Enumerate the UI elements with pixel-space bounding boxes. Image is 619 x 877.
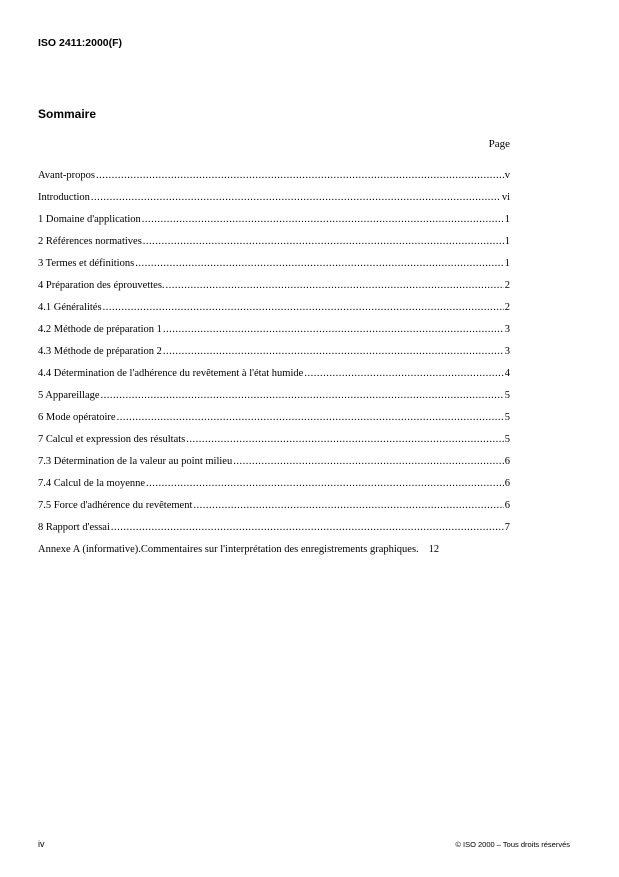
toc-entry[interactable] xyxy=(38,478,510,500)
toc-entry-label: 4.1 Généralités xyxy=(38,302,102,313)
toc-dot-leader xyxy=(103,302,504,313)
toc-entry-label: 7.5 Force d'adhérence du revêtement xyxy=(38,500,193,511)
toc-entry-label: 7.3 Détermination de la valeur au point milieu xyxy=(38,456,233,467)
toc-entry-page: 2 xyxy=(504,280,510,291)
toc-entry-page: 5 xyxy=(504,434,510,445)
toc-entry[interactable] xyxy=(38,346,510,368)
toc-entry[interactable] xyxy=(38,258,510,280)
toc-entry-label: 2 Références normatives xyxy=(38,236,142,247)
page-column-label: Page xyxy=(488,138,510,150)
toc-entry-page: 3 xyxy=(504,346,510,357)
toc-entry-page: 6 xyxy=(504,500,510,511)
toc-dot-leader xyxy=(186,434,503,445)
toc-entry-label: Annexe A (informative).Commentaires sur l'interprétation des enregistrements graphiques. xyxy=(38,544,419,555)
toc-entry-page: 3 xyxy=(504,324,510,335)
toc-entry-page: v xyxy=(504,170,510,181)
toc-entry[interactable] xyxy=(38,324,510,346)
toc-entry[interactable] xyxy=(38,544,510,566)
toc-entry-page: 4 xyxy=(504,368,510,379)
toc-entry-page: 1 xyxy=(504,258,510,269)
footer-page-number: iv xyxy=(38,839,45,849)
toc-entry-label: 4.3 Méthode de préparation 2 xyxy=(38,346,162,357)
toc-entry[interactable] xyxy=(38,192,510,214)
toc-entry-label: 5 Appareillage xyxy=(38,390,100,401)
toc-dot-leader xyxy=(163,346,504,357)
toc-entry-label: 4 Préparation des éprouvettes. xyxy=(38,280,165,291)
toc-dot-leader xyxy=(143,236,504,247)
toc-entry[interactable] xyxy=(38,522,510,544)
document-id: ISO 2411:2000(F) xyxy=(38,37,123,49)
toc-entry[interactable] xyxy=(38,302,510,324)
toc-dot-leader xyxy=(163,324,504,335)
toc-entry-label: 4.4 Détermination de l'adhérence du revêtement à l'état humide xyxy=(38,368,304,379)
toc-entry[interactable] xyxy=(38,500,510,522)
toc-entry-label: Avant-propos xyxy=(38,170,95,181)
toc-entry-label: Introduction xyxy=(38,192,90,203)
toc-entry-page: 1 xyxy=(504,214,510,225)
toc-entry[interactable] xyxy=(38,456,510,478)
toc-dot-leader xyxy=(117,412,504,423)
toc-dot-leader xyxy=(135,258,504,269)
toc-entry[interactable] xyxy=(38,236,510,258)
toc-entry[interactable] xyxy=(38,390,510,412)
toc-entry[interactable] xyxy=(38,412,510,434)
toc-entry-label: 7.4 Calcul de la moyenne xyxy=(38,478,146,489)
toc-entry-label: 8 Rapport d'essai xyxy=(38,522,110,533)
toc-entry-label: 6 Mode opératoire xyxy=(38,412,116,423)
toc-entry-page: 5 xyxy=(504,390,510,401)
toc-entry-label: 3 Termes et définitions xyxy=(38,258,135,269)
toc-dot-leader xyxy=(193,500,503,511)
toc-entry-page: 6 xyxy=(504,456,510,467)
toc-entry-page: 5 xyxy=(504,412,510,423)
page-title: Sommaire xyxy=(38,107,97,121)
toc-entry[interactable] xyxy=(38,214,510,236)
toc-entry-page: vi xyxy=(501,192,510,203)
toc-dot-leader xyxy=(146,478,504,489)
toc-dot-leader xyxy=(233,456,504,467)
toc-entry-label: 7 Calcul et expression des résultats xyxy=(38,434,186,445)
toc-dot-leader xyxy=(142,214,504,225)
toc-dot-leader xyxy=(166,280,504,291)
toc-entry-page: 12 xyxy=(428,544,440,555)
toc-entry-label: 4.2 Méthode de préparation 1 xyxy=(38,324,162,335)
toc-entry-page: 6 xyxy=(504,478,510,489)
toc-entry-label: 1 Domaine d'application xyxy=(38,214,141,225)
footer-copyright: © ISO 2000 – Tous droits réservés xyxy=(455,840,570,849)
toc-entry-page: 1 xyxy=(504,236,510,247)
toc-entry[interactable] xyxy=(38,170,510,192)
toc-entry-page: 2 xyxy=(504,302,510,313)
toc-dot-leader xyxy=(111,522,504,533)
toc-dot-leader xyxy=(304,368,503,379)
toc-dot-leader xyxy=(101,390,504,401)
toc-entry-page: 7 xyxy=(504,522,510,533)
table-of-contents xyxy=(38,170,510,566)
toc-dot-leader xyxy=(91,192,501,203)
toc-entry[interactable] xyxy=(38,434,510,456)
toc-dot-leader xyxy=(96,170,504,181)
toc-entry[interactable] xyxy=(38,368,510,390)
toc-entry[interactable] xyxy=(38,280,510,302)
